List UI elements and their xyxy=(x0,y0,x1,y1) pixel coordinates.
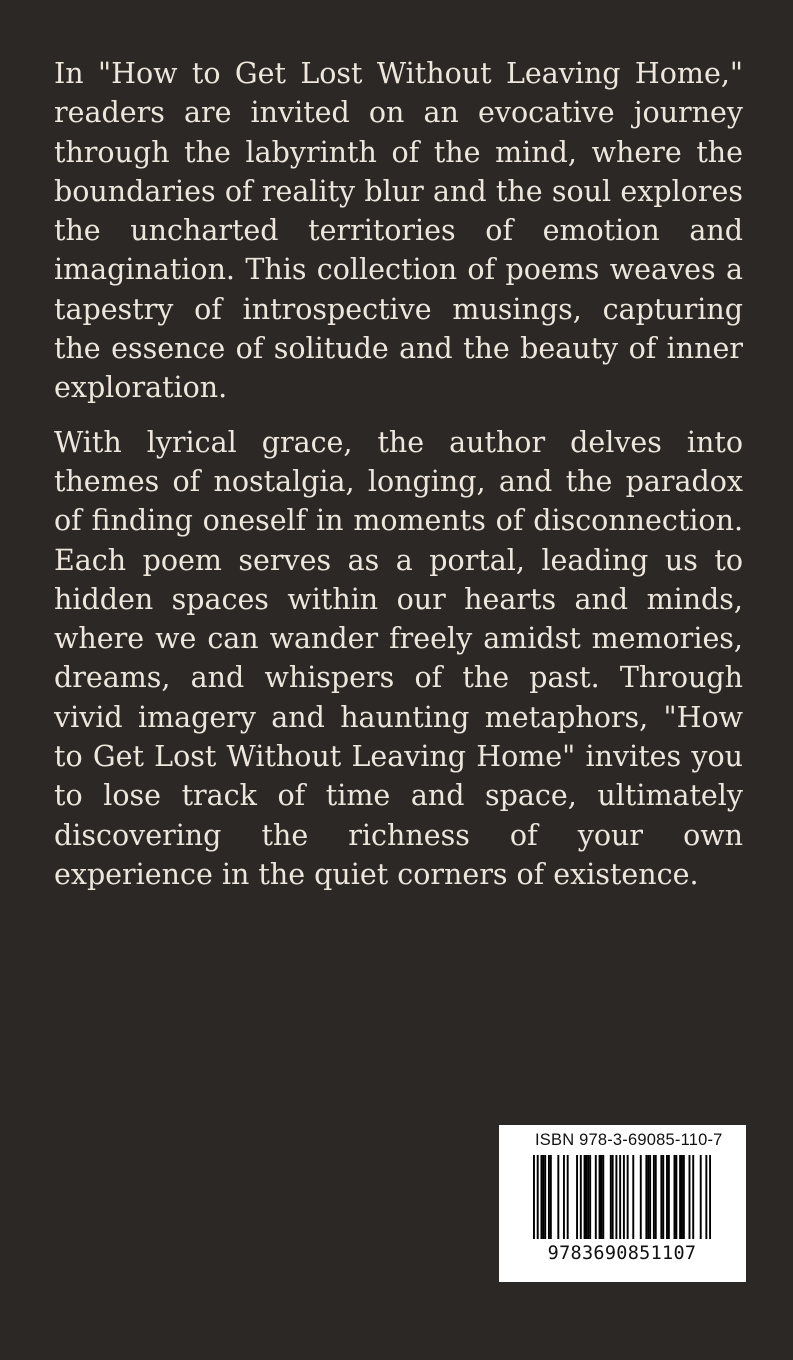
isbn-barcode-panel xyxy=(499,1125,746,1282)
barcode-number: 9783690851107 xyxy=(533,1239,711,1269)
back-cover-blurb xyxy=(54,54,743,894)
isbn-label: ISBN 978-3-69085-110-7 xyxy=(535,1131,723,1149)
blurb-paragraph-1: In "How to Get Lost Without Leaving Home," readers are invited on an evocative journey through the labyrinth of the mind, where the boundaries of reality blur and the soul explores the uncharted territories of emotion and imagination. This collection of poems weaves a tapestry of introspective musings, capturing the essence of solitude and the beauty of inner exploration. xyxy=(54,57,743,405)
blurb-paragraph-2: With lyrical grace, the author delves into themes of nostalgia, longing, and the paradox of finding oneself in moments of disconnection. Each poem serves as a portal, leading us to hidden spaces within our hearts and minds, where we can wander freely amidst memories, dreams, and whispers of the past. Through vivid imagery and haunting metaphors, "How to Get Lost Without Leaving Home" invites you to lose track of time and space, ultimately discovering the richness of your own experience in the quiet corners of existence. xyxy=(54,425,743,891)
